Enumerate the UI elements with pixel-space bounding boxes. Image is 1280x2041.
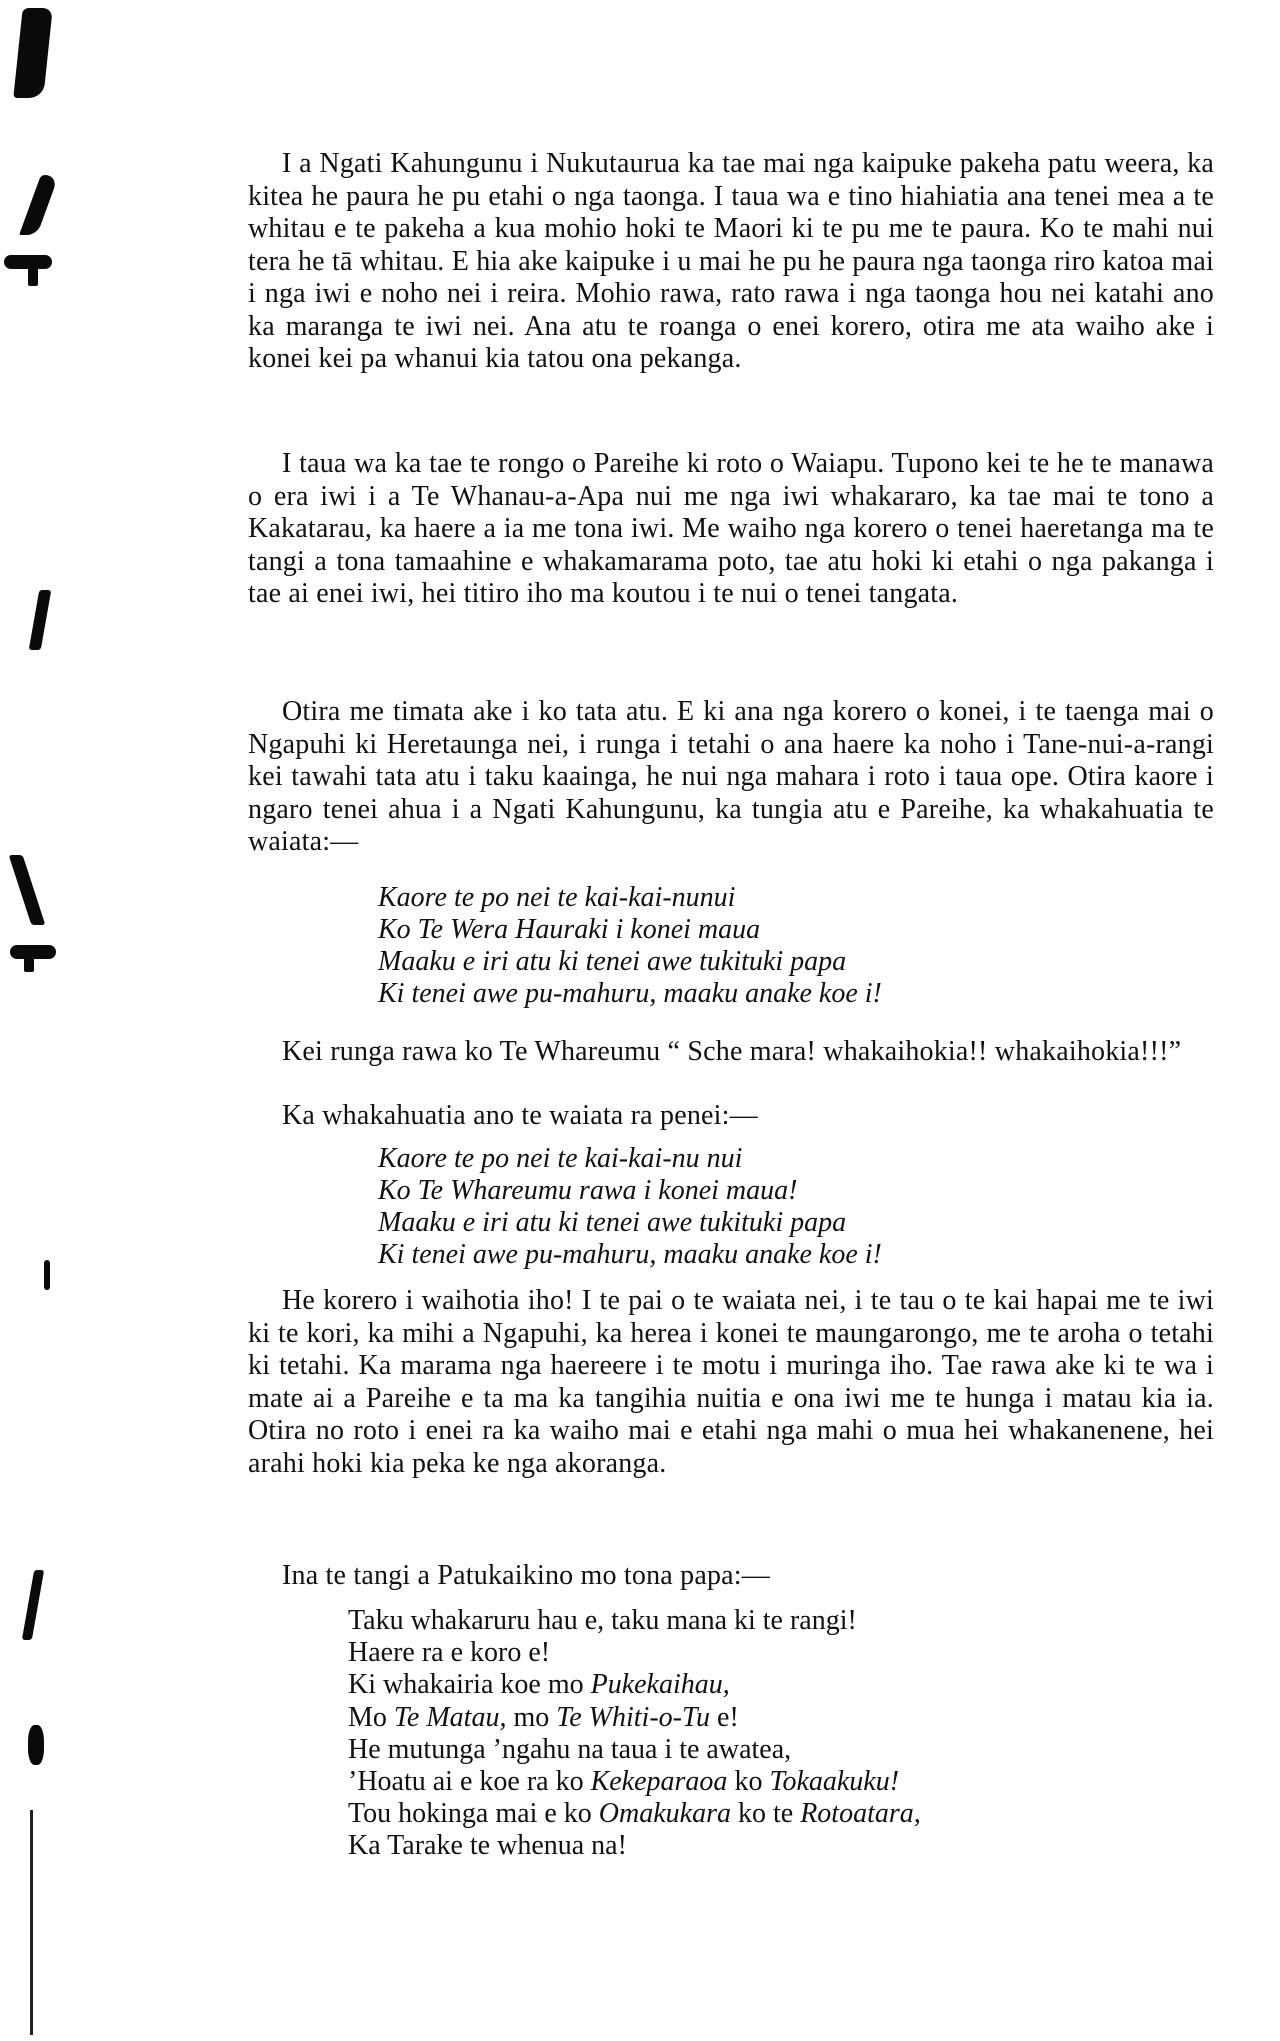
lament-line: Ki whakairia koe mo Pukekaihau, <box>348 1669 730 1701</box>
paragraph-3: Otira me timata ake i ko tata atu. E ki ana nga korero o konei, i te taenga mai o Ngapuhi ki Heretaunga nei, i runga i tetahi o ana haere ka noho i Tane-nui-a-rangi kei tawahi tata atu i taku kaainga, he nui nga mahara i roto i taua ope. Otira kaore i ngaro tenei ahua i a Ngati Kahungunu, ka tungia atu e Pareihe, ka whakahuatia te waiata:— <box>248 696 1214 857</box>
verse-line: Ko Te Wera Hauraki i konei maua <box>378 914 761 945</box>
lament-line: Haere ra e koro e! <box>348 1637 551 1669</box>
verse-line: Maaku e iri atu ki tenei awe tukituki papa <box>378 946 847 977</box>
scan-artifact <box>9 855 46 925</box>
waiata-verse-1 <box>378 882 882 1010</box>
lament-line: ’Hoatu ai e koe ra ko Kekeparaoa ko Tokaakuku! <box>348 1766 900 1798</box>
lament-line: Taku whakaruru hau e, taku mana ki te rangi! <box>348 1605 857 1636</box>
waiata-verse-2 <box>378 1143 882 1271</box>
verse-line: Ki tenei awe pu-mahuru, maaku anake koe i! <box>378 978 882 1009</box>
lament-line: He mutunga ’ngahu na taua i te awatea, <box>348 1733 792 1765</box>
verse-line: Maaku e iri atu ki tenei awe tukituki papa <box>378 1207 847 1238</box>
paragraph-5: Ka whakahuatia ano te waiata ra penei:— <box>282 1100 758 1131</box>
verse-line: Ki tenei awe pu-mahuru, maaku anake koe i! <box>378 1239 882 1270</box>
scan-artifact <box>24 952 34 972</box>
scan-artifact <box>28 1725 44 1765</box>
lament-line: Tou hokinga mai e ko Omakukara ko te Rotoatara, <box>348 1798 921 1830</box>
paragraph-4: Kei runga rawa ko Te Whareumu “ Sche mara! whakaihokia!! whakaihokia!!!” <box>282 1036 1182 1067</box>
scan-artifact <box>30 1810 33 2035</box>
lament-poem <box>348 1605 921 1863</box>
scan-artifact <box>29 590 52 650</box>
verse-line: Kaore te po nei te kai-kai-nunui <box>378 882 736 913</box>
verse-line: Kaore te po nei te kai-kai-nu nui <box>378 1143 743 1174</box>
paragraph-7: Ina te tangi a Patukaikino mo tona papa:— <box>282 1560 770 1591</box>
lament-line: Mo Te Matau, mo Te Whiti-o-Tu e! <box>348 1701 739 1733</box>
paragraph-6: He korero i waihotia iho! I te pai o te waiata nei, i te tau o te kai hapai me te iwi ki te kori, ka mihi a Ngapuhi, ka herea i konei te maungarongo, me te aroha o tetahi ki tetahi. Ka marama nga haereere i te motu i muringa iho. Tae rawa ake ki te wa i mate ai a Pareihe e ta ma ka tangihia nuitia e ona iwi me te hunga i matau kia ia. Otira no roto i enei ra ka waiho mai e etahi nga mahi o mua hei whakanenene, hei arahi hoki kia peka ke nga akoranga. <box>248 1285 1214 1479</box>
scan-artifact <box>44 1260 50 1290</box>
scan-artifact <box>19 175 59 235</box>
scan-artifact <box>28 262 38 286</box>
lament-line: Ka Tarake te whenua na! <box>348 1830 627 1862</box>
scan-artifact <box>13 8 52 98</box>
verse-line: Ko Te Whareumu rawa i konei maua! <box>378 1175 798 1206</box>
paragraph-1: I a Ngati Kahungunu i Nukutaurua ka tae mai nga kaipuke pakeha patu weera, ka kitea he paura he pu etahi o nga taonga. I taua wa e tino hiahiatia ana tenei mea a te whitau e te pakeha a kua mohio hoki te Maori ki te pu me te paura. Ko te mahi nui tera he tā whitau. E hia ake kaipuke i u mai he pu he paura nga taonga riro katoa mai i nga iwi e noho nei i reira. Mohio rawa, rato rawa i nga taonga hou nei katahi ano ka maranga te iwi nei. Ana atu te roanga o enei korero, otira me ata waiho ake i konei kei pa whanui kia tatou ona pekanga. <box>248 148 1214 374</box>
paragraph-2: I taua wa ka tae te rongo o Pareihe ki roto o Waiapu. Tupono kei te he te manawa o era iwi i a Te Whanau-a-Apa nui me nga iwi whakararo, ka tae mai te tono a Kakatarau, ka haere a ia me tona iwi. Me waiho nga korero o tenei haeretanga ma te tangi a tona tamaahine e whakamarama poto, tae atu hoki ki etahi o nga pakanga i tae ai enei iwi, hei titiro iho ma koutou i te nui o tenei tangata. <box>248 448 1214 609</box>
scan-artifact <box>22 1570 44 1640</box>
